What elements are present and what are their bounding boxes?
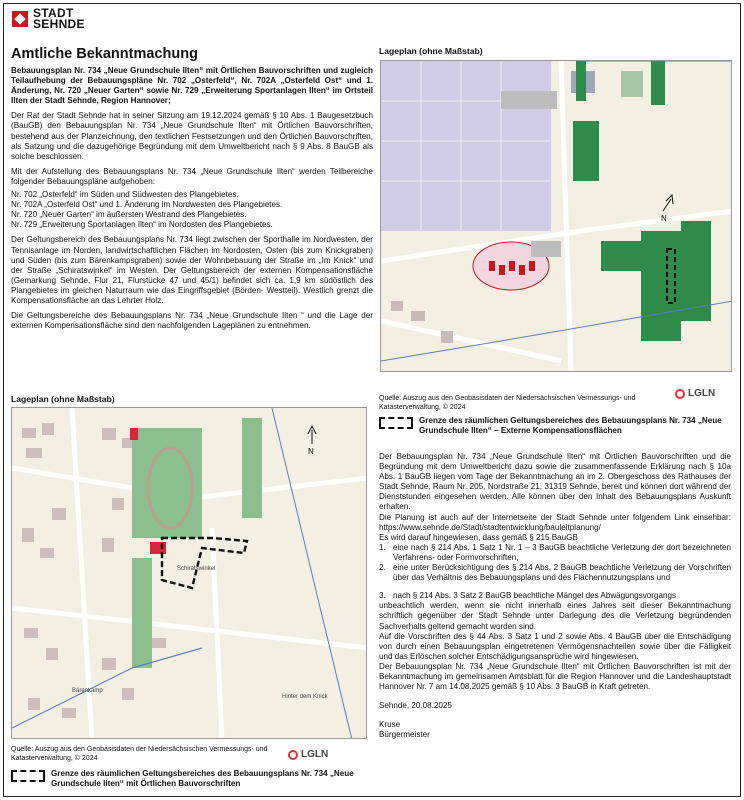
right-paragraph-4: unbeachtlich werden, wenn sie nicht innerhalb eines Jahres seit dieser Bekanntmachung schriftlich gegenüber der Stadt Sehnde unter Darlegung des die Verletzung begründenden Sachverhalts geltend gemacht worden sind. bbox=[379, 601, 731, 631]
boundary-legend-icon bbox=[379, 417, 413, 429]
list-text: eine nach § 214 Abs. 1 Satz 1 Nr. 1 – 3 BauGB beachtliche Verletzung der dort bezeichneten Verfahrens- oder Formvorschriften, bbox=[393, 542, 731, 562]
left-site-map bbox=[11, 407, 367, 739]
right-paragraph-3: Es wird darauf hingewiesen, dass gemäß § 215 BauGB bbox=[379, 532, 578, 542]
right-paragraph-1: Der Bebauungsplan Nr. 734 „Neue Grundschule Ilten“ mit Örtlichen Bauvorschriften und die Begründung mit dem Umweltbericht dazu sowie die zusammenfassende Erklärung nach § 10a Abs. 1 BauGB liegen vom Tage der Bekanntmachung an im 2. Obergeschoss des Rathauses der Stadt Sehnde, Raum Nr. 205, Nordstraße 21, 31319 Sehnde, bereit und können dort während der Dienststunden eingesehen werden. Alle können über den Inhalt des Bebauungsplans Auskunft erhalten. bbox=[379, 452, 731, 512]
right-map-caption: Quelle: Auszug aus den Geobasisdaten der Niedersächsischen Vermessungs- und Katasterverwaltung, © 2024 bbox=[379, 395, 636, 411]
right-paragraph-6: Der Bebauungsplan Nr. 734 „Neue Grundschule Ilten“ mit Örtlichen Bauvorschriften ist mit der Bekanntmachung im gemeinsamen Amtsblatt für die Region Hannover und die Landeshauptstadt Hannover Nr. 7 am 14.08.2025 gemäß § 10 Abs. 3 BauGB in Kraft getreten. bbox=[379, 661, 731, 692]
paragraph-2: Mit der Aufstellung des Bebauungsplans Nr. 734 „Neue Grundschule Ilten“ werden Teilbereiche folgender Bebauungspläne aufgehoben: bbox=[11, 166, 373, 186]
lgln-icon bbox=[288, 750, 298, 760]
signature-date: Sehnde, 20.08.2025 bbox=[379, 701, 452, 711]
right-paragraph-2: Die Planung ist auch auf der Internetseite der Stadt Sehnde unter folgendem Link einsehbar: https://www.sehnde.de/Stadt/stadtentwicklung/bauleitplanung/ bbox=[379, 512, 731, 532]
list-number: 2. bbox=[379, 563, 386, 573]
right-map-legend bbox=[379, 416, 731, 436]
plan-item: Nr. 702 „Osterfeld“ im Süden und Südwesten des Plangebietes. bbox=[11, 190, 239, 200]
page-title: Amtliche Bekanntmachung bbox=[11, 46, 198, 62]
city-logo bbox=[12, 8, 85, 30]
signature-name: Kruse bbox=[379, 720, 401, 730]
plan-item: Nr. 702A „Osterfeld Ost“ und 1. Änderung im Nordwesten des Plangebietes. bbox=[11, 200, 283, 210]
list-item bbox=[379, 563, 731, 583]
list-item bbox=[379, 543, 731, 563]
left-map-caption: Quelle: Auszug aus den Geobasisdaten der Niedersächsischen Vermessungs- und Katasterverwaltung, © 2024 bbox=[11, 746, 268, 762]
list-number: 3. bbox=[379, 591, 386, 601]
paragraph-4: Die Geltungsbereiche des Bebauungsplans Nr. 734 „Neue Grundschule Ilten “ und die Lage der externen Kompensationsfläche sind den nachfolgenden Lageplänen zu entnehmen. bbox=[11, 311, 373, 331]
lgln-icon bbox=[675, 389, 685, 399]
left-column bbox=[11, 46, 373, 336]
right-paragraph-5: Auf die Vorschriften des § 44 Abs. 3 Satz 1 und 2 sowie Abs. 4 BauGB über die Entschädigung von durch einen Bebauungsplan eingetretenen Vermögensnachteilen sowie über die Fälligkeit und das Erlöschen solcher Entschädigungsansprüche wird hingewiesen. bbox=[379, 631, 731, 661]
paragraph-3: Der Geltungsbereich des Bebauungsplans Nr. 734 liegt zwischen der Sporthalle im Nordwesten, der Tennisanlage im Norden, landwirtschaftlichen Flächen im Nordosten, Osten (bis zum Knickgraben) und Süden (bis zum Bärenkampsgraben) sowie der Wohnbebauung der Straße im „Im Knick“ und der Straße „Schiratswinkel“ im Westen. Der Geltungsbereich der externen Kompensationsfläche (Gemarkung Sehnde, Flur 21, Flurstücke 47 und 45/1) befindet sich ca. 1,9 km südöstlich des Plangebietes im gleichen Naturraum wie das Eingriffsgebiet (Börden- Westteil). Westlich grenzt die Kompensationsfläche an das Lehrter Holz. bbox=[11, 235, 373, 305]
lgln-logo bbox=[288, 749, 328, 760]
right-site-map bbox=[380, 60, 732, 372]
plan-item: Nr. 729 „Erweiterung Sportanlagen Ilten“ im Nordosten des Plangebietes. bbox=[11, 220, 273, 230]
logo-line-2: SEHNDE bbox=[33, 17, 85, 31]
right-legend-text: Grenze des räumlichen Geltungsbereiches des Bebauungsplans Nr. 734 „Neue Grundschule Ilten“ – Externe Kompensationsflächen bbox=[419, 416, 722, 435]
lgln-text: LGLN bbox=[688, 388, 716, 399]
right-map-graphic bbox=[381, 61, 732, 372]
plan-list bbox=[11, 190, 373, 230]
intro-bold: Bebauungsplan Nr. 734 „Neue Grundschule Ilten“ mit Örtlichen Bauvorschriften und zugleich Teilaufhebung der Bebauungspläne Nr. 702 „Osterfeld“, Nr. 702A „Osterfeld Ost“ und 1. Änderung, Nr. 720 „Neuer Garten“ sowie Nr. 729 „Erweiterung Sportanlagen Ilten“ im Ortsteil Ilten der Stadt Sehnde, Region Hannover; bbox=[11, 66, 373, 106]
logo-icon bbox=[12, 11, 28, 27]
north-label: N bbox=[661, 214, 667, 223]
left-map-legend bbox=[11, 769, 367, 789]
plan-item: Nr. 720 „Neuer Garten“ im äußersten Westrand des Plangebietes. bbox=[11, 210, 247, 220]
lgln-text: LGLN bbox=[301, 749, 329, 760]
boundary-legend-icon bbox=[11, 770, 45, 782]
list-text: nach § 214 Abs. 3 Satz 2 BauGB beachtliche Mängel des Abwägungsvorgangs bbox=[393, 591, 677, 601]
street-label-a: Schiratswinkel bbox=[177, 566, 216, 572]
right-column bbox=[379, 452, 731, 740]
paragraph-1: Der Rat der Stadt Sehnde hat in seiner Sitzung am 19.12.2024 gemäß § 10 Abs. 1 Baugesetzbuch (BauGB) den Bebauungsplan Nr. 734 „Neue Grundschule Ilten“ mit Örtlichen Bauvorschriften, bestehend aus der Planzeichnung, den textlichen Festsetzungen und den Örtlichen Bauvorschriften, als Satzung und die dazugehörige Begründung mit dem Umweltbericht nach § 9 Abs. 8 BauGB als solche beschlossen. bbox=[11, 111, 373, 161]
list-item bbox=[379, 591, 731, 601]
left-map-graphic bbox=[12, 408, 367, 739]
list-number: 1. bbox=[379, 542, 386, 552]
field-label: Hinter dem Knick bbox=[282, 694, 328, 700]
lgln-logo bbox=[675, 388, 715, 399]
list-text: eine unter Berücksichtigung des § 214 Abs. 2 BauGB beachtliche Verletzung der Vorschriften über das Verhältnis des Bebauungsplans und des Flächennutzungsplans und bbox=[393, 563, 731, 583]
signature-role: Bürgermeister bbox=[379, 730, 430, 740]
logo-line-1: STADT bbox=[33, 6, 74, 20]
left-map-title: Lageplan (ohne Maßstab) bbox=[11, 394, 115, 404]
left-legend-text: Grenze des räumlichen Geltungsbereiches des Bebauungsplans Nr. 734 „Neue Grundschule Ilten“ mit Örtlichen Bauvorschriften bbox=[51, 769, 354, 788]
north-label: N bbox=[308, 447, 314, 456]
street-label-b: Bärenkamp bbox=[72, 688, 103, 694]
right-map-title: Lageplan (ohne Maßstab) bbox=[379, 46, 483, 56]
